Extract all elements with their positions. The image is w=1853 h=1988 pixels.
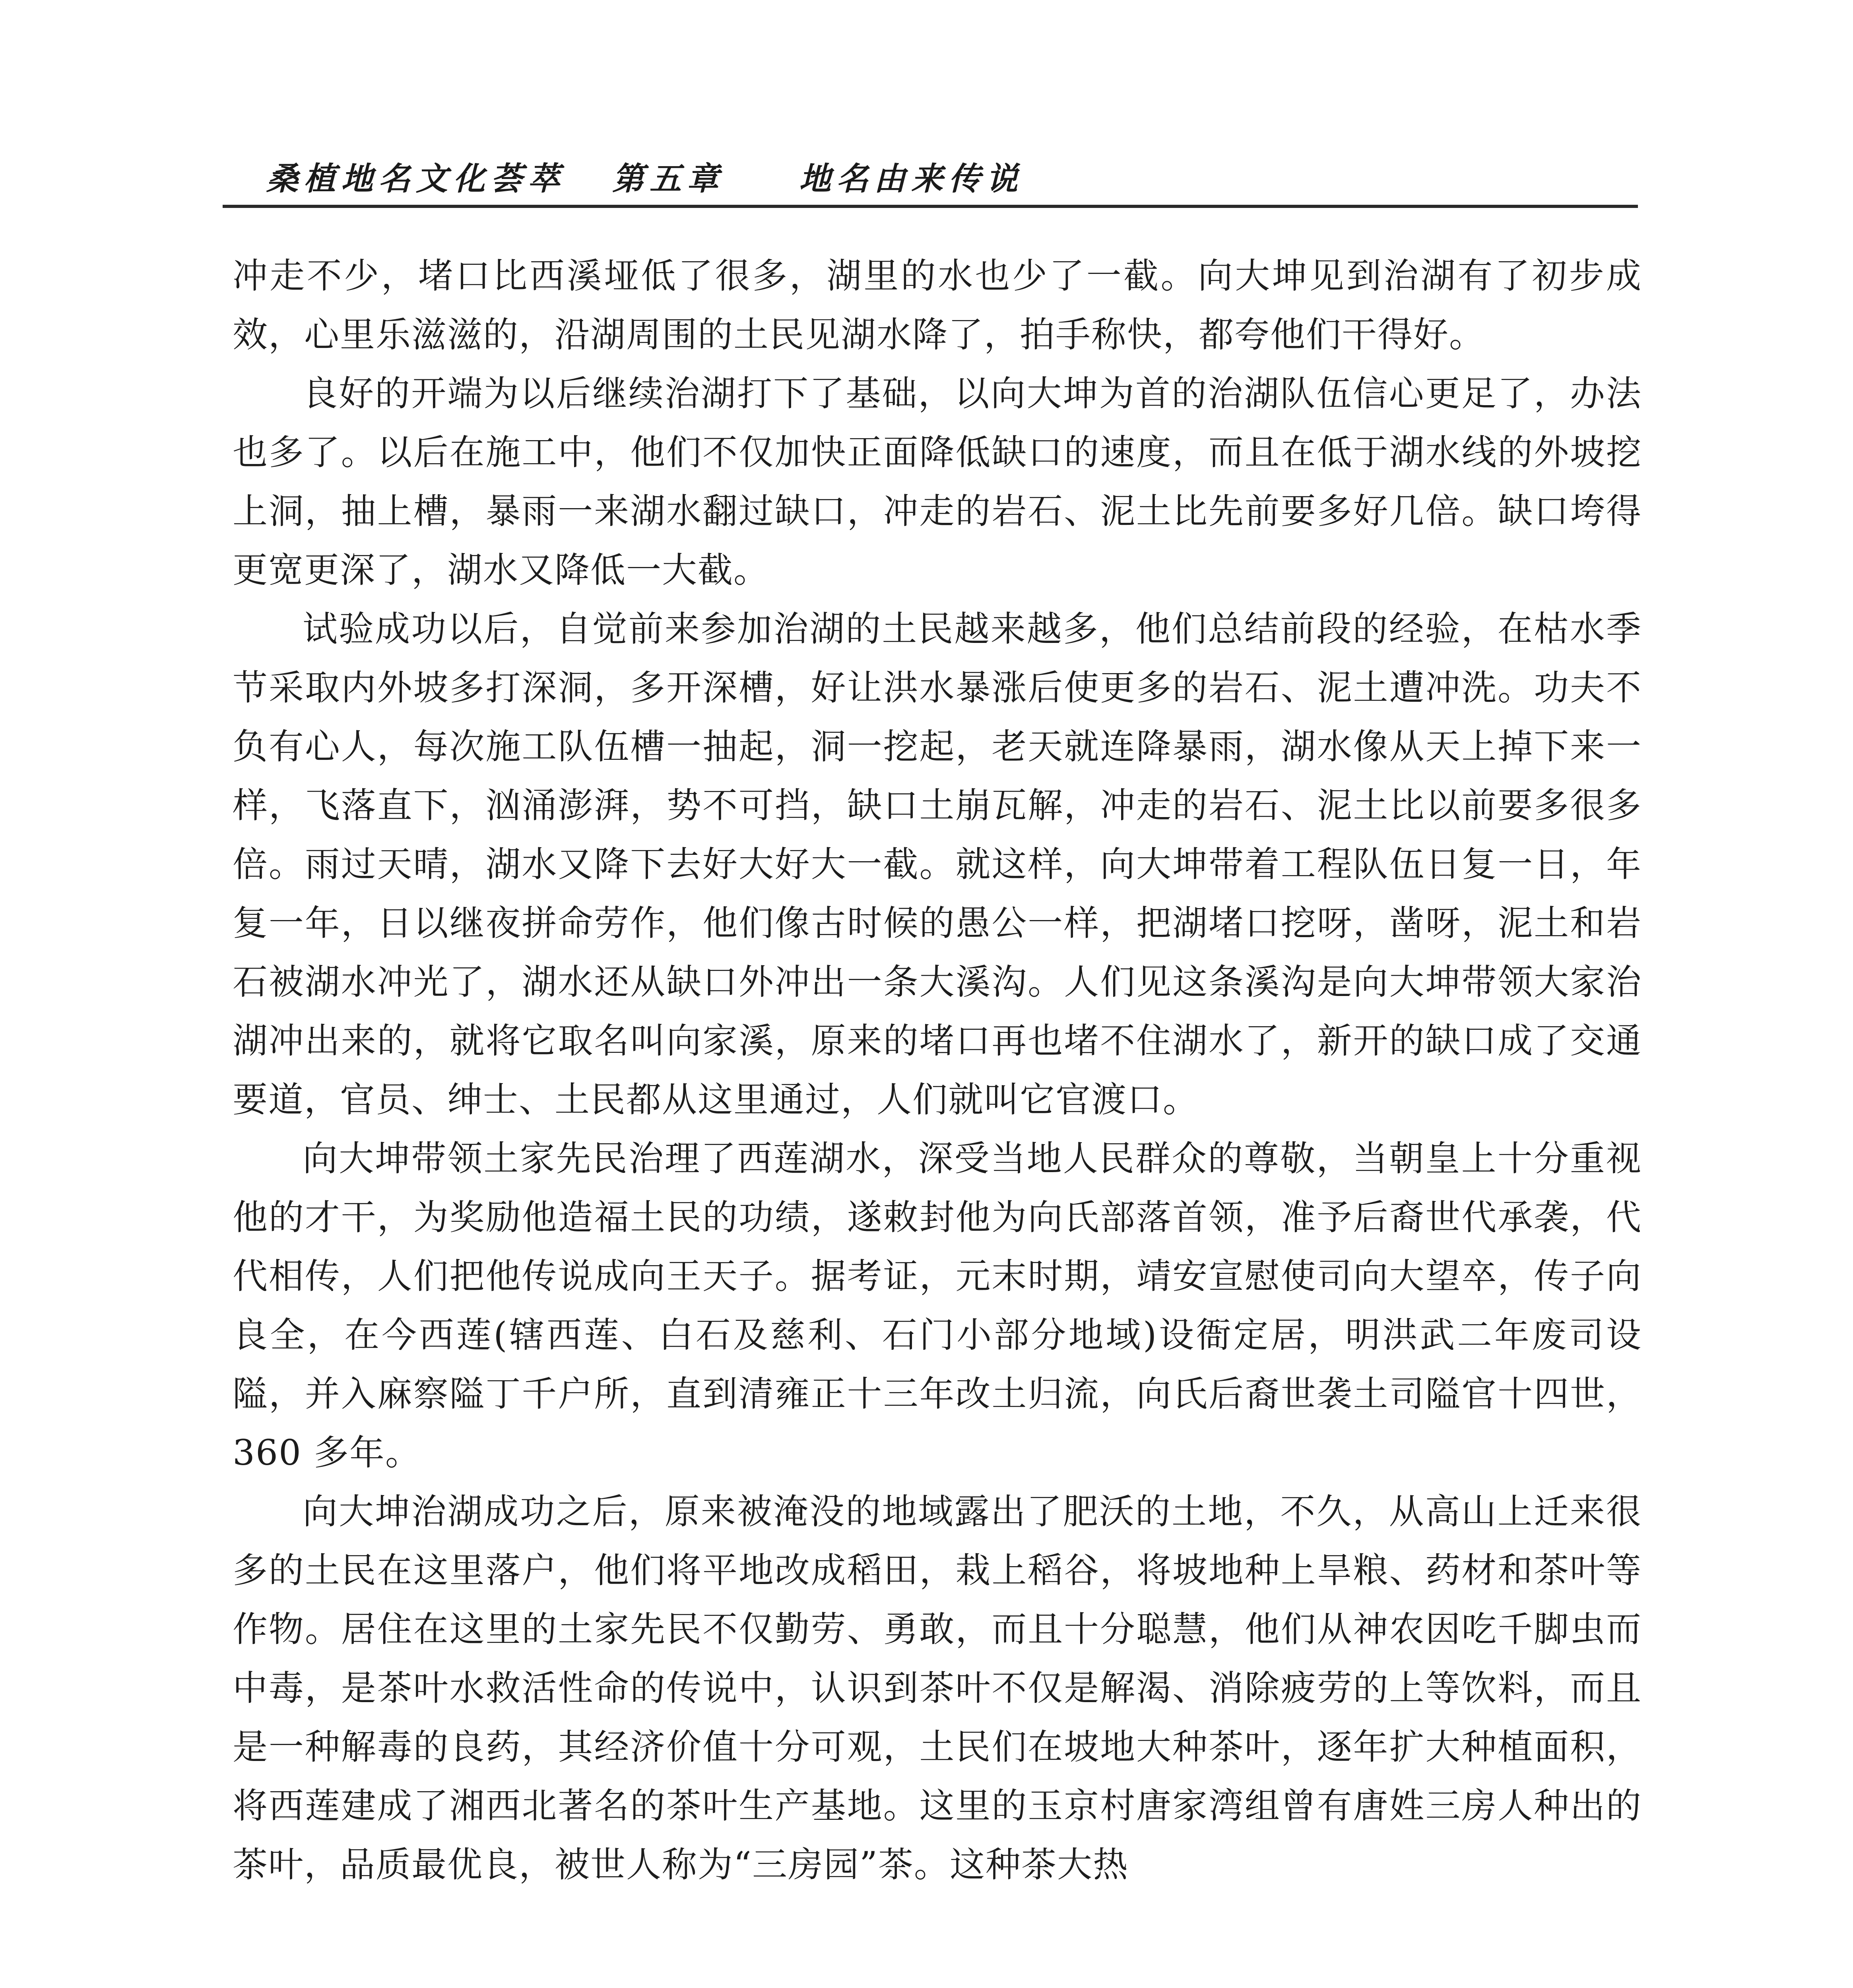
paragraph: 向大坤治湖成功之后，原来被淹没的地域露出了肥沃的土地，不久，从高山上迁来很多的土民在这里落户，他们将平地改成稻田，栽上稻谷，将坡地种上旱粮、药材和茶叶等作物。居住在这里的土家先民不仅勤劳、勇敢，而且十分聪慧，他们从神农因吃千脚虫而中毒，是茶叶水救活性命的传说中，认识到茶叶不仅是解渴、消除疲劳的上等饮料，而且是一种解毒的良药，其经济价值十分可观，土民们在坡地大种茶叶，逐年扩大种植面积，将西莲建成了湘西北著名的茶叶生产基地。这里的玉京村唐家湾组曾有唐姓三房人种出的茶叶，品质最优良，被世人称为“三房园”茶。这种茶大热 <box>233 1491 1642 1885</box>
paragraph: 向大坤带领土家先民治理了西莲湖水，深受当地人民群众的尊敬，当朝皇上十分重视他的才干，为奖励他造福土民的功绩，遂敕封他为向氏部落首领，准予后裔世代承袭，代代相传，人们把他传说成向王天子。据考证，元末时期，靖安宣慰使司向大望卒，传子向良全，在今西莲(辖西莲、白石及慈利、石门小部分地域)设衙定居，明洪武二年废司设隘，并入麻察隘丁千户所，直到清雍正十三年改土归流，向氏后裔世袭土司隘官十四世，360 多年。 <box>233 1138 1642 1473</box>
paragraph: 试验成功以后，自觉前来参加治湖的土民越来越多，他们总结前段的经验，在枯水季节采取内外坡多打深洞，多开深槽，好让洪水暴涨后使更多的岩石、泥土遭冲洗。功夫不负有心人，每次施工队伍槽一抽起，洞一挖起，老天就连降暴雨，湖水像从天上掉下来一样，飞落直下，汹涌澎湃，势不可挡，缺口土崩瓦解，冲走的岩石、泥土比以前要多很多倍。雨过天晴，湖水又降下去好大好大一截。就这样，向大坤带着工程队伍日复一日，年复一年，日以继夜拼命劳作，他们像古时候的愚公一样，把湖堵口挖呀，凿呀，泥土和岩石被湖水冲光了，湖水还从缺口外冲出一条大溪沟。人们见这条溪沟是向大坤带领大家治湖冲出来的，就将它取名叫向家溪，原来的堵口再也堵不住湖水了，新开的缺口成了交通要道，官员、绅士、土民都从这里通过，人们就叫它官渡口。 <box>233 608 1642 1120</box>
header-book-title: 桑植地名文化荟萃 <box>266 160 565 197</box>
running-header <box>215 137 1646 197</box>
header-section-title: 地名由来传说 <box>799 160 1023 197</box>
header-divider <box>223 205 1638 208</box>
body-text <box>233 247 1642 1988</box>
header-chapter: 第五章 <box>612 160 724 197</box>
paragraph: 良好的开端为以后继续治湖打下了基础，以向大坤为首的治湖队伍信心更足了，办法也多了。以后在施工中，他们不仅加快正面降低缺口的速度，而且在低于湖水线的外坡挖上洞，抽上槽，暴雨一来湖水翻过缺口，冲走的岩石、泥土比先前要多好几倍。缺口垮得更宽更深了，湖水又降低一大截。 <box>233 373 1642 590</box>
paragraph-continuation: 冲走不少，堵口比西溪垭低了很多，湖里的水也少了一截。向大坤见到治湖有了初步成效，心里乐滋滋的，沿湖周围的土民见湖水降了，拍手称快，都夸他们干得好。 <box>233 255 1642 355</box>
